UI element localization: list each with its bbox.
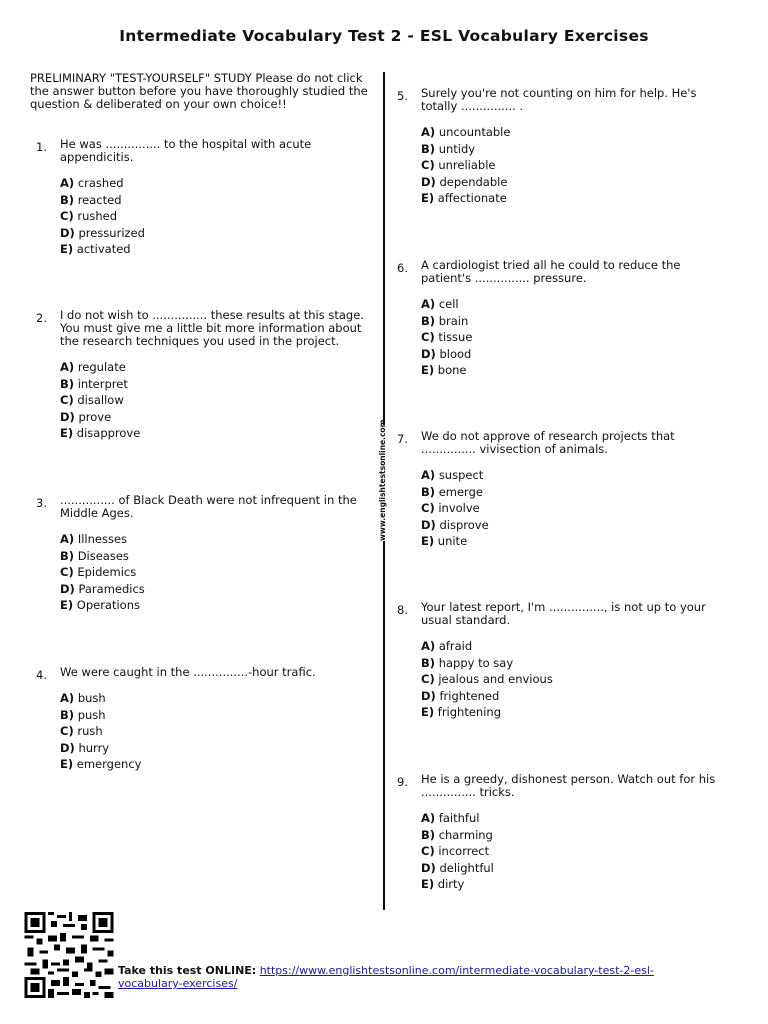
question-4 [36,666,366,773]
answer-option[interactable] [421,362,727,379]
option-letter: C) [60,724,74,738]
answer-options [421,296,727,379]
footer-online-link [118,964,678,990]
option-letter: A) [60,691,75,705]
option-letter: A) [60,360,75,374]
option-text: dependable [439,174,508,189]
question-2 [36,309,366,442]
option-letter: E) [421,705,435,719]
option-text: involve [438,501,480,515]
question-number: 8. [397,603,408,617]
question-number: 9. [397,775,408,789]
option-letter: A) [421,811,436,825]
question-9 [397,773,727,893]
option-text: brain [438,313,469,328]
option-text: emergency [76,757,142,771]
question-number: 1. [36,140,47,154]
option-letter: A) [60,532,75,546]
test-online-link[interactable]: https://www.englishtestsonline.com/intermediate-vocabulary-test-2-esl-vocabulary-exercises/ [118,964,654,990]
question-number: 6. [397,261,408,275]
option-letter: D) [60,409,75,424]
option-text: charming [438,827,493,842]
answer-option[interactable] [421,704,727,721]
option-letter: E) [60,426,74,440]
option-text: tissue [438,330,473,344]
answer-option[interactable] [60,531,366,548]
answer-option[interactable] [421,860,727,877]
option-letter: C) [421,158,435,172]
option-letter: E) [421,534,435,548]
option-letter: B) [421,141,436,156]
answer-option[interactable] [421,876,727,893]
answer-option[interactable] [421,296,727,313]
option-text: regulate [77,360,126,374]
option-letter: A) [421,468,436,482]
answer-option[interactable] [421,174,727,191]
answer-option[interactable] [60,409,366,426]
option-text: bone [437,363,467,377]
answer-option[interactable] [421,533,727,550]
answer-option[interactable] [60,359,366,376]
answer-option[interactable] [421,688,727,705]
answer-option[interactable] [60,225,366,242]
question-number: 3. [36,496,47,510]
answer-options [421,124,727,207]
option-text: emerge [438,484,483,499]
option-text: delightful [439,860,494,875]
answer-options [421,810,727,893]
answer-option[interactable] [421,810,727,827]
answer-option[interactable] [60,707,366,724]
answer-option[interactable] [60,425,366,442]
intro-notice: PRELIMINARY "TEST-YOURSELF" STUDY Please do not click the answer button before you have thoroughly studied the question & deliberated on your own choice!! [30,71,368,111]
option-letter: B) [421,484,436,499]
question-1 [36,138,366,258]
option-letter: B) [60,548,75,563]
option-text: rushed [77,209,118,223]
option-text: faithful [438,811,480,825]
question-7 [397,430,727,550]
option-text: dirty [437,877,465,891]
option-text: jealous and envious [438,672,553,686]
answer-option[interactable] [421,346,727,363]
answer-option[interactable] [60,740,366,757]
option-text: push [77,707,106,722]
option-letter: B) [421,655,436,670]
question-text: I do not wish to ............... these results at this stage. You must give me a little bit more information about the research techniques you used in the project. [60,308,364,348]
answer-option[interactable] [421,638,727,655]
option-letter: B) [60,707,75,722]
option-text: activated [76,242,131,256]
answer-options [421,467,727,550]
answer-option[interactable] [60,597,366,614]
option-text: unite [437,534,468,548]
option-text: bush [77,691,106,705]
answer-options [60,531,366,614]
option-text: affectionate [437,191,507,205]
option-text: rush [77,724,103,738]
option-text: Diseases [77,548,129,563]
option-text: Operations [76,598,141,612]
answer-option[interactable] [60,690,366,707]
option-text: unreliable [438,158,496,172]
option-text: suspect [438,468,484,482]
qr-code[interactable] [24,912,114,998]
option-letter: E) [421,363,435,377]
question-8 [397,601,727,721]
question-5 [397,87,727,207]
question-6 [397,259,727,379]
answer-option[interactable] [60,723,366,740]
option-letter: C) [421,844,435,858]
option-letter: C) [421,501,435,515]
answer-option[interactable] [60,175,366,192]
answer-option[interactable] [60,564,366,581]
option-text: pressurized [78,225,145,240]
option-letter: B) [421,313,436,328]
question-text: We were caught in the ...............-hour trafic. [60,665,316,679]
answer-option[interactable] [421,329,727,346]
option-text: frightening [437,705,501,719]
watermark-text: www.englishtestsonline.com [378,419,387,541]
answer-option[interactable] [421,467,727,484]
answer-option[interactable] [60,756,366,773]
question-text: He was ............... to the hospital with acute appendicitis. [60,137,312,164]
option-letter: A) [60,176,75,190]
question-3 [36,494,366,614]
option-text: cell [438,297,459,311]
answer-option[interactable] [60,548,366,565]
option-text: prove [78,409,112,424]
answer-option[interactable] [421,655,727,672]
question-text: He is a greedy, dishonest person. Watch out for his ............... tricks. [421,772,716,799]
question-number: 5. [397,89,408,103]
answer-option[interactable] [421,190,727,207]
answer-option[interactable] [421,484,727,501]
option-text: disapprove [76,426,141,440]
option-text: incorrect [438,844,490,858]
option-letter: E) [60,757,74,771]
answer-option[interactable] [60,392,366,409]
option-text: hurry [78,740,110,755]
question-number: 2. [36,311,47,325]
option-text: reacted [77,192,122,207]
answer-option[interactable] [60,208,366,225]
page-title: Intermediate Vocabulary Test 2 - ESL Vocabulary Exercises [119,27,649,45]
answer-option[interactable] [60,581,366,598]
option-text: uncountable [438,125,511,139]
answer-option[interactable] [421,500,727,517]
question-text: We do not approve of research projects that ............... vivisection of animals. [421,429,675,456]
answer-option[interactable] [421,517,727,534]
option-text: untidy [438,141,476,156]
question-number: 7. [397,432,408,446]
option-text: afraid [438,639,473,653]
option-text: frightened [439,688,500,703]
option-letter: E) [60,242,74,256]
option-text: crashed [77,176,124,190]
answer-option[interactable] [60,376,366,393]
option-text: disprove [439,517,489,532]
option-letter: C) [60,393,74,407]
answer-option[interactable] [421,124,727,141]
option-text: Illnesses [77,532,128,546]
option-letter: D) [421,174,436,189]
option-letter: B) [421,827,436,842]
answer-option[interactable] [421,827,727,844]
option-letter: A) [421,125,436,139]
answer-option[interactable] [421,313,727,330]
option-letter: D) [421,688,436,703]
option-letter: B) [60,376,75,391]
option-letter: E) [421,877,435,891]
option-text: Paramedics [78,581,145,596]
footer-label: Take this test ONLINE: [118,964,257,977]
question-text: Surely you're not counting on him for help. He's totally ............... . [421,86,697,113]
option-letter: C) [60,565,74,579]
option-letter: D) [421,517,436,532]
question-text: ............... of Black Death were not infrequent in the Middle Ages. [60,493,357,520]
option-letter: C) [60,209,74,223]
option-text: disallow [77,393,124,407]
question-number: 4. [36,668,47,682]
answer-option[interactable] [421,141,727,158]
answer-option[interactable] [60,241,366,258]
option-letter: C) [421,672,435,686]
option-letter: D) [60,740,75,755]
answer-options [60,175,366,258]
option-text: interpret [77,376,128,391]
option-text: blood [439,346,472,361]
option-text: Epidemics [77,565,137,579]
answer-option[interactable] [421,843,727,860]
option-letter: D) [60,581,75,596]
option-letter: A) [421,297,436,311]
option-letter: E) [421,191,435,205]
option-letter: E) [60,598,74,612]
option-letter: D) [60,225,75,240]
answer-options [60,690,366,773]
question-text: A cardiologist tried all he could to reduce the patient's ............... pressure. [421,258,681,285]
answer-options [60,359,366,442]
answer-options [421,638,727,721]
option-letter: D) [421,860,436,875]
option-letter: B) [60,192,75,207]
answer-option[interactable] [421,671,727,688]
option-letter: C) [421,330,435,344]
answer-option[interactable] [60,192,366,209]
option-letter: A) [421,639,436,653]
answer-option[interactable] [421,157,727,174]
option-text: happy to say [438,655,514,670]
option-letter: D) [421,346,436,361]
question-text: Your latest report, I'm ..............., is not up to your usual standard. [421,600,706,627]
